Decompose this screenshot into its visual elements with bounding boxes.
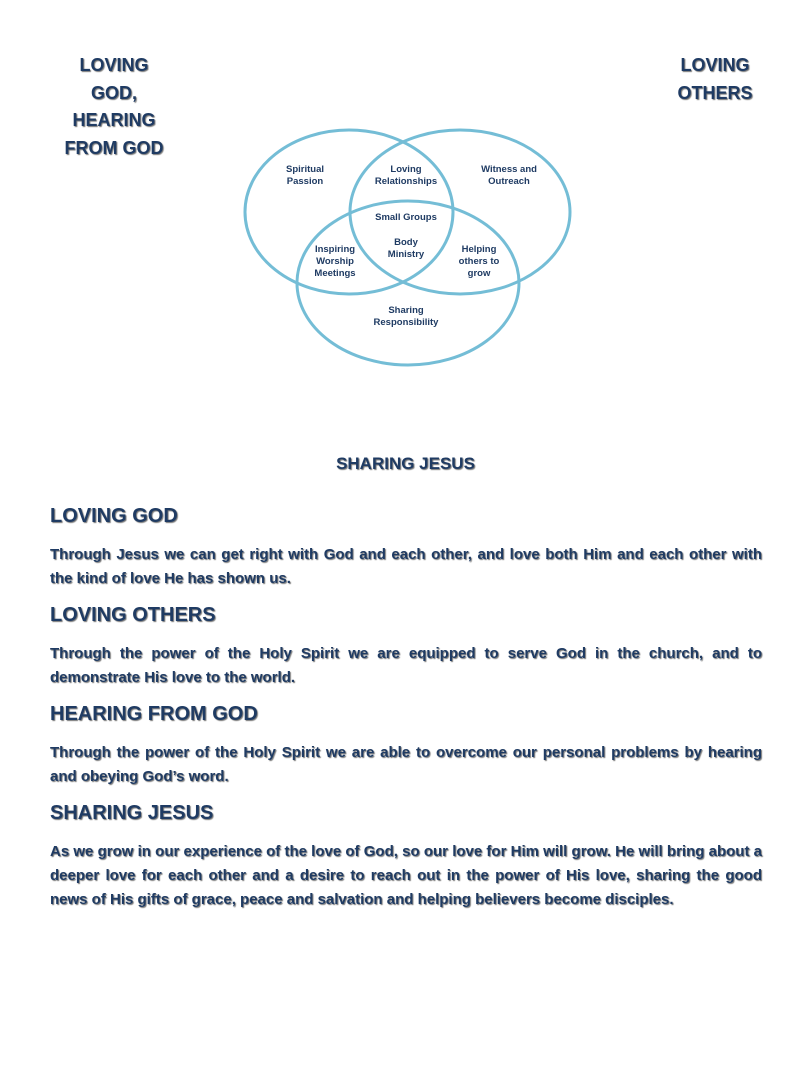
section-text: Through the power of the Holy Spirit we are equipped to serve God in the church, and to demonstrate His love to the world. xyxy=(50,645,762,686)
center-title: SHARING JESUS xyxy=(336,454,475,473)
venn-label-witness-outreach: Witness and Outreach xyxy=(481,164,537,187)
section-loving-others xyxy=(50,602,762,690)
venn-label-spiritual-passion: Spiritual Passion xyxy=(285,164,324,187)
venn-label-small-groups: Small Groups xyxy=(375,212,437,223)
corner-label-left: LOVING GOD, HEARING FROM GOD xyxy=(64,55,164,158)
section-heading: LOVING OTHERS xyxy=(50,604,216,626)
section-sharing-jesus xyxy=(50,800,762,912)
section-text: Through the power of the Holy Spirit we are able to overcome our personal problems by hearing and obeying God’s word. xyxy=(50,744,762,785)
venn-diagram xyxy=(0,0,811,400)
venn-label-helping-others: Helping others to grow xyxy=(458,244,500,279)
section-loving-god xyxy=(50,503,762,591)
corner-label-right: LOVING OTHERS xyxy=(677,55,753,103)
section-heading: HEARING FROM GOD xyxy=(50,703,258,725)
section-hearing-from-god xyxy=(50,701,762,789)
venn-label-loving-relationships: Loving Relationships xyxy=(374,164,438,187)
venn-label-sharing-responsibility: Sharing Responsibility xyxy=(373,305,439,328)
sections-container xyxy=(50,503,762,923)
section-heading: LOVING GOD xyxy=(50,505,178,527)
venn-label-body-ministry: Body Ministry xyxy=(387,237,425,260)
venn-label-inspiring-worship: Inspiring Worship Meetings xyxy=(314,244,356,279)
section-text: As we grow in our experience of the love of God, so our love for Him will grow. He will bring about a deeper love for each other and a desire to reach out in the power of His love, sharing the good news of His gifts of grace, peace and salvation and helping believers become disciples. xyxy=(50,843,762,908)
section-text: Through Jesus we can get right with God and each other, and love both Him and each other with the kind of love He has shown us. xyxy=(50,546,762,587)
section-heading: SHARING JESUS xyxy=(50,802,214,824)
